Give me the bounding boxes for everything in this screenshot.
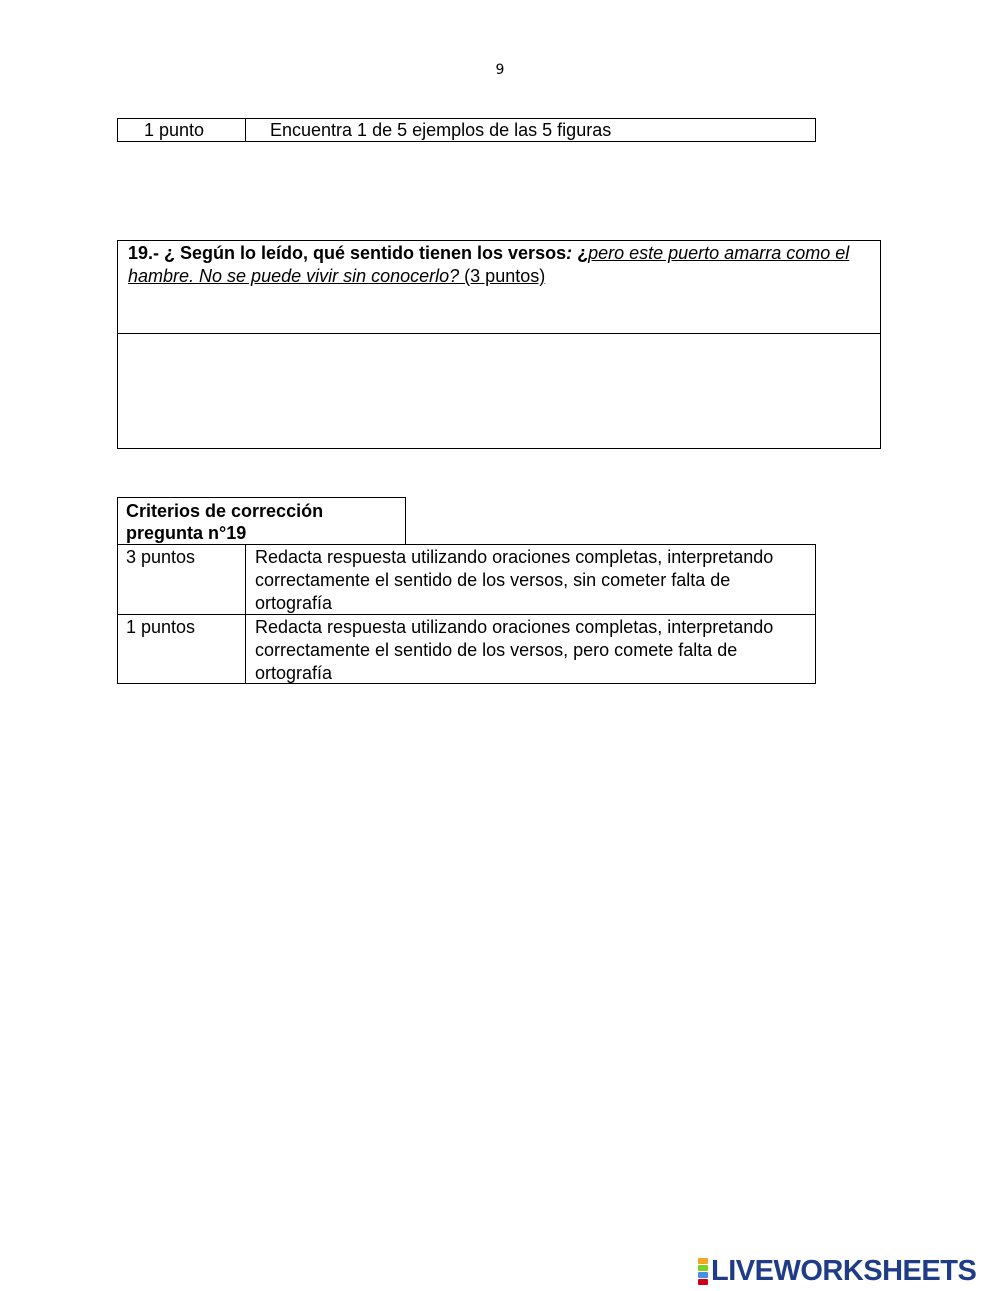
criteria-row — [118, 614, 815, 683]
criteria-description: Redacta respuesta utilizando oraciones completas, interpretando correctamente el sentido de los versos, sin cometer falta de ortografía — [255, 547, 774, 613]
criteria-row — [118, 545, 815, 614]
logo-block — [698, 1265, 708, 1271]
question-text: 19.- ¿ Según lo leído, qué sentido tienen los versos — [128, 243, 567, 263]
liveworksheets-logo — [698, 1255, 976, 1287]
quoted-verse: pero este puerto amarra como el hambre. No se puede vivir sin conocerlo? — [128, 243, 850, 286]
answer-area[interactable] — [118, 334, 880, 448]
logo-text: LIVEWORKSHEETS — [711, 1255, 977, 1287]
page-number: 9 — [495, 62, 505, 78]
logo-block — [698, 1272, 708, 1278]
score-cell: 1 punto — [118, 119, 246, 141]
criteria-score: 3 puntos — [118, 545, 246, 614]
liveworksheets-logo-icon — [698, 1258, 708, 1285]
question-prompt — [118, 241, 880, 334]
score-description-cell: Encuentra 1 de 5 ejemplos de las 5 figuras — [270, 120, 612, 140]
criteria-table — [117, 544, 816, 684]
question-open-mark: ¿ — [572, 243, 589, 263]
question-colon: : — [566, 243, 573, 263]
criteria-description: Redacta respuesta utilizando oraciones completas, interpretando correctamente el sentido de los versos, pero comete falta de ortografía — [255, 617, 774, 683]
logo-block — [698, 1279, 708, 1285]
scoring-table-row — [117, 118, 816, 142]
question-points: (3 puntos) — [459, 266, 546, 286]
question-box — [117, 240, 881, 449]
criteria-title: Criterios de corrección pregunta n°19 — [117, 497, 406, 545]
logo-block — [698, 1258, 708, 1264]
criteria-score: 1 puntos — [118, 615, 246, 683]
